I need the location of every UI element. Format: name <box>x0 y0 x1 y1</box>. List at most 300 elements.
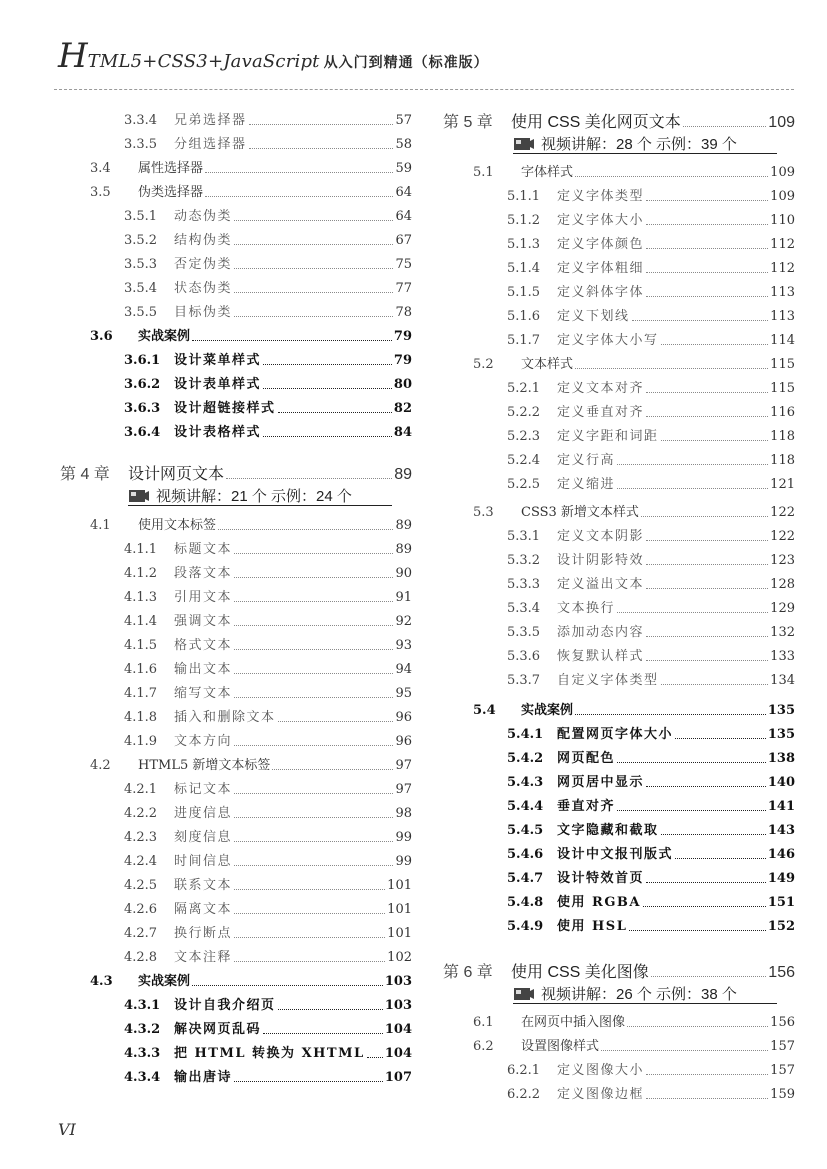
entry-page: 135 <box>767 727 795 742</box>
dot-leader <box>192 985 383 986</box>
entry-title: 段落文本 <box>174 566 233 581</box>
dot-leader <box>263 364 392 365</box>
entry-title: 使用 HSL <box>557 919 628 934</box>
entry-page: 89 <box>395 542 412 557</box>
header-title-chinese: 从入门到精通（标准版） <box>323 55 489 71</box>
toc-entry[interactable] <box>443 397 795 421</box>
toc-entry[interactable] <box>60 417 412 441</box>
dot-leader <box>646 660 768 661</box>
entry-number: 5.2.3 <box>507 429 541 444</box>
toc-chapter[interactable] <box>443 105 795 131</box>
entry-number: 4.3.1 <box>124 998 161 1013</box>
toc-entry[interactable] <box>60 822 412 846</box>
entry-page: 97 <box>395 782 412 797</box>
toc-entry[interactable] <box>443 1079 795 1103</box>
entry-number: 3.6 <box>90 329 113 344</box>
toc-entry[interactable] <box>443 301 795 325</box>
entry-number: 4.3 <box>90 974 113 989</box>
entry-number: 5.4 <box>473 703 496 718</box>
toc-entry[interactable] <box>60 846 412 870</box>
entry-title: 设计阴影特效 <box>557 553 645 568</box>
entry-title: 进度信息 <box>174 806 233 821</box>
entry-title: 文本换行 <box>557 601 616 616</box>
dot-leader <box>646 248 768 249</box>
entry-number: 5.4.7 <box>507 871 544 886</box>
entry-page: 138 <box>767 751 795 766</box>
toc-entry[interactable] <box>60 798 412 822</box>
toc-entry[interactable] <box>443 349 795 373</box>
entry-page: 101 <box>387 902 412 917</box>
entry-page: 99 <box>395 830 412 845</box>
entry-number: 5.1.5 <box>507 285 541 300</box>
entry-number: 3.6.1 <box>124 353 161 368</box>
toc-entry[interactable] <box>60 129 412 153</box>
entry-number: 5.3.2 <box>507 553 541 568</box>
dot-leader <box>575 368 768 369</box>
entry-title: 字体样式 <box>521 165 574 180</box>
toc-entry[interactable] <box>443 641 795 665</box>
dot-leader <box>263 388 392 389</box>
dot-leader <box>234 316 393 317</box>
entry-page: 114 <box>770 333 795 348</box>
dot-leader <box>675 858 766 859</box>
toc-entry[interactable] <box>443 665 795 689</box>
dot-leader <box>234 625 393 626</box>
entry-page: 149 <box>767 871 795 886</box>
dot-leader <box>234 673 393 674</box>
toc-entry[interactable] <box>60 393 412 417</box>
entry-number: 3.6.4 <box>124 425 161 440</box>
entry-title: 隔离文本 <box>174 902 233 917</box>
entry-page: 94 <box>395 662 412 677</box>
entry-page: 99 <box>395 854 412 869</box>
dot-leader <box>234 577 393 578</box>
toc-entry[interactable] <box>60 1062 412 1086</box>
entry-number: 3.6.3 <box>124 401 161 416</box>
entry-title: 换行断点 <box>174 926 233 941</box>
entry-title: 实战案例 <box>521 703 574 718</box>
toc-entry[interactable] <box>443 253 795 277</box>
entry-title: 定义缩进 <box>557 477 616 492</box>
entry-number: 5.3.4 <box>507 601 541 616</box>
entry-page: 157 <box>770 1063 795 1078</box>
entry-number: 4.2.7 <box>124 926 158 941</box>
entry-page: 109 <box>770 189 795 204</box>
entry-title: 定义字体粗细 <box>557 261 645 276</box>
entry-title: 分组选择器 <box>174 137 247 152</box>
toc-entry[interactable] <box>60 966 412 990</box>
entry-title: 使用 CSS 美化网页文本 <box>511 114 681 131</box>
entry-page: 89 <box>394 466 412 483</box>
entry-page: 133 <box>770 649 795 664</box>
entry-title: 实战案例 <box>138 329 191 344</box>
entry-title: 否定伪类 <box>174 257 233 272</box>
toc-entry[interactable] <box>443 325 795 349</box>
entry-number: 5.3.6 <box>507 649 541 664</box>
dot-leader <box>646 564 768 565</box>
toc-entry[interactable] <box>60 1038 412 1062</box>
entry-title: 把 HTML 转换为 XHTML <box>174 1046 365 1061</box>
entry-page: 82 <box>393 401 412 416</box>
toc-entry[interactable] <box>443 695 795 719</box>
toc-entry[interactable] <box>443 545 795 569</box>
entry-page: 146 <box>767 847 795 862</box>
entry-page: 58 <box>395 137 412 152</box>
entry-number: 4.1 <box>90 518 111 533</box>
dot-leader <box>601 1050 768 1051</box>
entry-number: 3.4 <box>90 161 111 176</box>
dot-leader <box>643 906 766 907</box>
entry-title: 解决网页乱码 <box>174 1022 262 1037</box>
toc-entry[interactable] <box>443 277 795 301</box>
entry-number: 4.1.6 <box>124 662 158 677</box>
dot-leader <box>234 889 385 890</box>
entry-number: 4.1.8 <box>124 710 158 725</box>
dot-leader <box>661 440 769 441</box>
entry-page: 96 <box>395 734 412 749</box>
entry-page: 151 <box>767 895 795 910</box>
entry-number: 第 6 章 <box>443 964 493 981</box>
dot-leader <box>205 196 393 197</box>
entry-number: 5.4.9 <box>507 919 544 934</box>
entry-page: 109 <box>770 165 795 180</box>
entry-number: 4.2.2 <box>124 806 158 821</box>
toc-entry[interactable] <box>443 767 795 791</box>
toc-entry[interactable] <box>60 249 412 273</box>
entry-title: 恢复默认样式 <box>557 649 645 664</box>
entry-number: 3.3.5 <box>124 137 158 152</box>
entry-title: 联系文本 <box>174 878 233 893</box>
toc-entry[interactable] <box>443 839 795 863</box>
entry-title: 输出文本 <box>174 662 233 677</box>
entry-number: 3.5.5 <box>124 305 158 320</box>
entry-page: 107 <box>384 1070 412 1085</box>
entry-number: 4.1.7 <box>124 686 158 701</box>
toc-entry[interactable] <box>60 942 412 966</box>
toc-entry[interactable] <box>60 345 412 369</box>
entry-title: 设计中文报刊版式 <box>557 847 674 862</box>
dot-leader <box>661 684 769 685</box>
toc-entry[interactable] <box>60 990 412 1014</box>
toc-entry[interactable] <box>443 229 795 253</box>
dot-leader <box>234 817 393 818</box>
entry-number: 第 4 章 <box>60 466 110 483</box>
entry-title: 设计表单样式 <box>174 377 262 392</box>
entry-title: HTML5 新增文本标签 <box>138 758 271 773</box>
entry-number: 4.2.3 <box>124 830 158 845</box>
entry-page: 80 <box>393 377 412 392</box>
dot-leader <box>646 224 768 225</box>
entry-number: 4.1.4 <box>124 614 158 629</box>
entry-title: 标记文本 <box>174 782 233 797</box>
entry-title: 设置图像样式 <box>521 1039 600 1054</box>
entry-page: 77 <box>395 281 412 296</box>
entry-number: 5.1.7 <box>507 333 541 348</box>
entry-title: 缩写文本 <box>174 686 233 701</box>
entry-title: 文本样式 <box>521 357 574 372</box>
dot-leader <box>234 865 393 866</box>
toc-entry[interactable] <box>60 702 412 726</box>
toc-entry[interactable] <box>60 534 412 558</box>
entry-title: 强调文本 <box>174 614 233 629</box>
entry-page: 122 <box>770 529 795 544</box>
toc-entry[interactable] <box>443 791 795 815</box>
dot-leader <box>234 601 393 602</box>
entry-title: 时间信息 <box>174 854 233 869</box>
entry-page: 84 <box>393 425 412 440</box>
toc-entry[interactable] <box>443 743 795 767</box>
entry-number: 5.2.2 <box>507 405 541 420</box>
entry-number: 3.5 <box>90 185 111 200</box>
entry-title: 定义字体大小写 <box>557 333 659 348</box>
entry-page: 110 <box>770 213 795 228</box>
dot-leader <box>646 392 768 393</box>
entry-title: 伪类选择器 <box>138 185 204 200</box>
toc-entry[interactable] <box>443 569 795 593</box>
entry-title: 定义斜体字体 <box>557 285 645 300</box>
dot-leader <box>234 292 393 293</box>
entry-page: 78 <box>395 305 412 320</box>
header-title-latin: TML5+CSS3+JavaScript <box>87 51 320 72</box>
entry-number: 5.4.8 <box>507 895 544 910</box>
dot-leader <box>646 588 768 589</box>
dot-leader <box>617 810 766 811</box>
toc-entry[interactable] <box>443 469 795 493</box>
entry-title: 实战案例 <box>138 974 191 989</box>
entry-title: 设计超链接样式 <box>174 401 276 416</box>
entry-title: 网页配色 <box>557 751 616 766</box>
toc-entry[interactable] <box>443 1031 795 1055</box>
dot-leader <box>617 464 768 465</box>
dot-leader <box>234 649 393 650</box>
toc-entry[interactable] <box>60 177 412 201</box>
entry-title: 网页居中显示 <box>557 775 645 790</box>
toc-chapter[interactable] <box>443 955 795 981</box>
toc-entry[interactable] <box>60 510 412 534</box>
toc-entry[interactable] <box>60 750 412 774</box>
entry-number: 5.4.1 <box>507 727 544 742</box>
entry-title: 引用文本 <box>174 590 233 605</box>
entry-number: 4.3.2 <box>124 1022 161 1037</box>
entry-number: 3.5.1 <box>124 209 158 224</box>
dot-leader <box>234 841 393 842</box>
toc-entry[interactable] <box>443 1055 795 1079</box>
entry-title: 定义字体颜色 <box>557 237 645 252</box>
dot-leader <box>646 272 768 273</box>
entry-page: 75 <box>395 257 412 272</box>
dot-leader <box>646 416 768 417</box>
toc-chapter[interactable] <box>60 457 412 483</box>
entry-number: 6.2 <box>473 1039 494 1054</box>
entry-number: 5.2.5 <box>507 477 541 492</box>
dot-leader <box>272 769 393 770</box>
entry-page: 118 <box>770 453 795 468</box>
entry-title: 在网页中插入图像 <box>521 1015 626 1030</box>
dot-leader <box>234 793 393 794</box>
video-summary: 视频讲解：28 个 示例：39 个 <box>513 133 777 154</box>
entry-page: 59 <box>395 161 412 176</box>
entry-title: 刻度信息 <box>174 830 233 845</box>
dot-leader <box>675 738 766 739</box>
entry-number: 5.3.3 <box>507 577 541 592</box>
toc-entry[interactable] <box>60 1014 412 1038</box>
toc-entry[interactable] <box>443 815 795 839</box>
entry-number: 3.3.4 <box>124 113 158 128</box>
dot-leader <box>683 126 767 127</box>
entry-page: 97 <box>395 758 412 773</box>
dot-leader <box>367 1057 383 1058</box>
entry-page: 103 <box>384 998 412 1013</box>
video-icon <box>128 489 150 503</box>
entry-page: 157 <box>770 1039 795 1054</box>
entry-page: 121 <box>770 477 795 492</box>
toc-entry[interactable] <box>60 105 412 129</box>
dot-leader <box>646 1098 768 1099</box>
entry-number: 5.1.1 <box>507 189 541 204</box>
toc-entry[interactable] <box>60 630 412 654</box>
toc-entry[interactable] <box>60 582 412 606</box>
entry-page: 140 <box>767 775 795 790</box>
dot-leader <box>234 268 393 269</box>
entry-page: 134 <box>770 673 795 688</box>
toc-entry[interactable] <box>443 617 795 641</box>
entry-title: 输出唐诗 <box>174 1070 233 1085</box>
entry-page: 104 <box>384 1046 412 1061</box>
entry-title: CSS3 新增文本样式 <box>521 505 639 520</box>
dot-leader <box>575 176 768 177</box>
entry-number: 3.5.3 <box>124 257 158 272</box>
toc-entry[interactable] <box>443 887 795 911</box>
toc-entry[interactable] <box>443 593 795 617</box>
entry-number: 5.4.4 <box>507 799 544 814</box>
toc-entry[interactable] <box>60 678 412 702</box>
dot-leader <box>218 529 393 530</box>
toc-entry[interactable] <box>60 273 412 297</box>
entry-page: 112 <box>770 237 795 252</box>
toc-entry[interactable] <box>60 321 412 345</box>
entry-page: 95 <box>395 686 412 701</box>
header-rule <box>54 89 794 90</box>
toc-entry[interactable] <box>443 205 795 229</box>
toc-entry[interactable] <box>60 774 412 798</box>
dot-leader <box>661 834 766 835</box>
toc-entry[interactable] <box>443 421 795 445</box>
toc-entry[interactable] <box>60 726 412 750</box>
entry-number: 6.1 <box>473 1015 494 1030</box>
toc-entry[interactable] <box>443 497 795 521</box>
toc-entry[interactable] <box>443 445 795 469</box>
entry-page: 128 <box>770 577 795 592</box>
entry-number: 4.2.6 <box>124 902 158 917</box>
toc-entry[interactable] <box>443 181 795 205</box>
entry-page: 109 <box>768 114 795 131</box>
dot-leader <box>646 296 768 297</box>
toc-entry[interactable] <box>443 911 795 935</box>
toc-entry[interactable] <box>60 225 412 249</box>
entry-title: 格式文本 <box>174 638 233 653</box>
entry-title: 文字隐藏和截取 <box>557 823 659 838</box>
entry-number: 6.2.1 <box>507 1063 541 1078</box>
toc-entry[interactable] <box>60 201 412 225</box>
toc-entry[interactable] <box>443 719 795 743</box>
entry-number: 4.1.1 <box>124 542 158 557</box>
entry-number: 6.2.2 <box>507 1087 541 1102</box>
entry-title: 定义字体类型 <box>557 189 645 204</box>
toc-entry[interactable] <box>60 894 412 918</box>
toc-entry[interactable] <box>443 1007 795 1031</box>
toc-entry[interactable] <box>60 918 412 942</box>
entry-page: 159 <box>770 1087 795 1102</box>
entry-title: 属性选择器 <box>138 161 204 176</box>
toc-entry[interactable] <box>60 606 412 630</box>
entry-title: 文本注释 <box>174 950 233 965</box>
entry-page: 91 <box>395 590 412 605</box>
dot-leader <box>278 721 394 722</box>
dot-leader <box>249 124 394 125</box>
dot-leader <box>249 148 394 149</box>
entry-number: 5.1.2 <box>507 213 541 228</box>
entry-number: 5.4.6 <box>507 847 544 862</box>
entry-number: 5.2.1 <box>507 381 541 396</box>
entry-page: 118 <box>770 429 795 444</box>
entry-number: 4.2 <box>90 758 111 773</box>
dot-leader <box>629 930 766 931</box>
entry-title: 定义溢出文本 <box>557 577 645 592</box>
entry-title: 垂直对齐 <box>557 799 616 814</box>
dot-leader <box>234 937 385 938</box>
video-icon <box>513 137 535 151</box>
toc-entry[interactable] <box>443 373 795 397</box>
dot-leader <box>632 320 769 321</box>
entry-number: 5.3 <box>473 505 494 520</box>
entry-number: 4.1.9 <box>124 734 158 749</box>
entry-page: 141 <box>767 799 795 814</box>
entry-title: 设计特效首页 <box>557 871 645 886</box>
entry-page: 101 <box>387 878 412 893</box>
toc-entry[interactable] <box>443 157 795 181</box>
toc-entry[interactable] <box>60 654 412 678</box>
dot-leader <box>646 200 768 201</box>
dot-leader <box>234 913 385 914</box>
entry-page: 116 <box>770 405 795 420</box>
entry-page: 143 <box>767 823 795 838</box>
toc-entry[interactable] <box>60 369 412 393</box>
entry-title: 设计自我介绍页 <box>174 998 276 1013</box>
dot-leader <box>263 1033 383 1034</box>
entry-title: 定义下划线 <box>557 309 630 324</box>
entry-page: 123 <box>770 553 795 568</box>
dot-leader <box>627 1026 768 1027</box>
entry-page: 90 <box>395 566 412 581</box>
entry-number: 5.3.1 <box>507 529 541 544</box>
entry-number: 4.3.3 <box>124 1046 161 1061</box>
dot-leader <box>646 540 768 541</box>
entry-title: 定义图像大小 <box>557 1063 645 1078</box>
toc-entry[interactable] <box>60 153 412 177</box>
entry-number: 4.2.4 <box>124 854 158 869</box>
toc-entry[interactable] <box>60 870 412 894</box>
toc-entry[interactable] <box>60 297 412 321</box>
entry-number: 4.1.2 <box>124 566 158 581</box>
entry-page: 92 <box>395 614 412 629</box>
toc-entry[interactable] <box>443 521 795 545</box>
dot-leader <box>205 172 393 173</box>
header-title-initial: H <box>58 36 88 76</box>
page-number: VI <box>58 1120 76 1139</box>
toc-entry[interactable] <box>443 863 795 887</box>
toc-entry[interactable] <box>60 558 412 582</box>
dot-leader <box>226 478 392 479</box>
